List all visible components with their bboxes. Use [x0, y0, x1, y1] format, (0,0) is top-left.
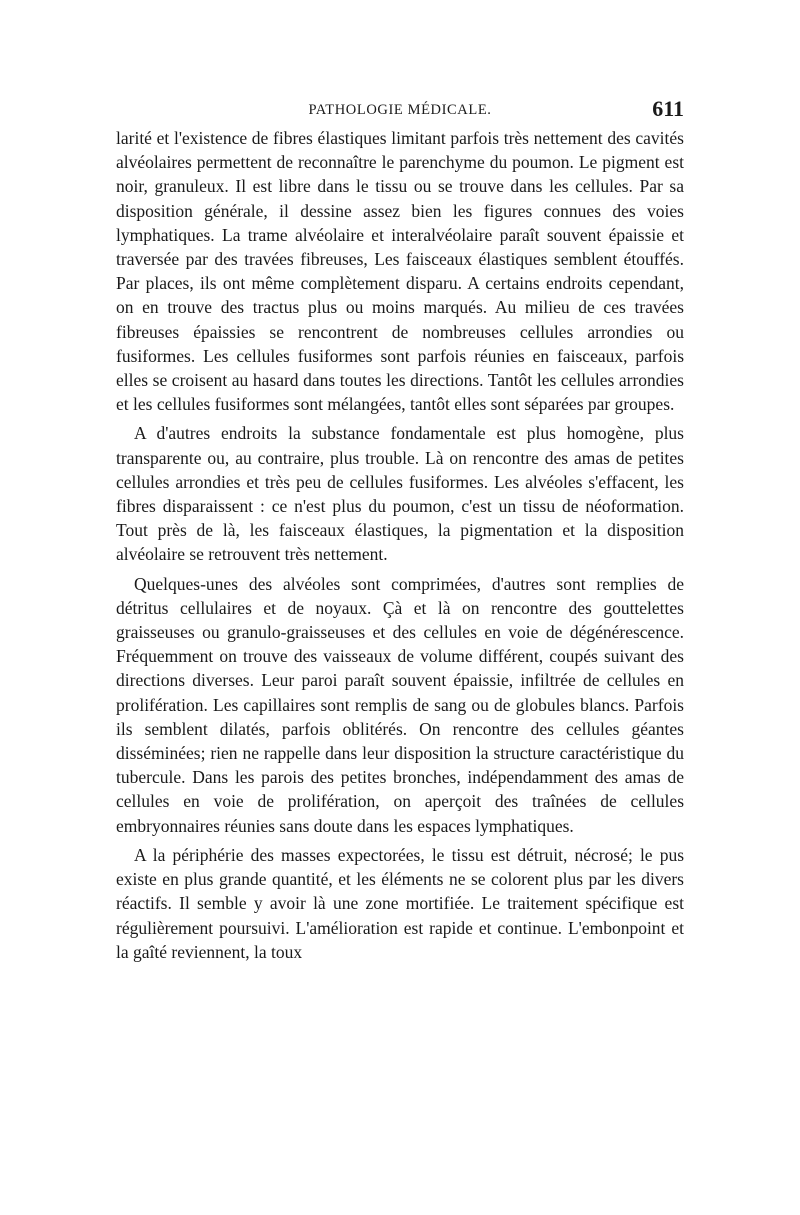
running-title: PATHOLOGIE MÉDICALE.	[308, 102, 492, 118]
body-text	[116, 126, 684, 964]
running-header	[116, 96, 684, 126]
book-page	[116, 96, 684, 964]
paragraph: Quelques-unes des alvéoles sont comprimées, d'autres sont remplies de détritus cellulaires et de noyaux. Çà et là on rencontre des gouttelettes graisseuses ou granulo-graisseuses et des cellules en voie de dégénérescence. Fréquemment on trouve des vaisseaux de volume différent, coupés suivant des directions diverses. Leur paroi paraît souvent épaissie, infiltrée de cellules en prolifération. Les capillaires sont remplis de sang ou de globules blancs. Parfois ils semblent dilatés, parfois oblitérés. On rencontre des cellules géantes disséminées; rien ne rappelle dans leur disposition la structure caractéristique du tubercule. Dans les parois des petites bronches, indépendamment des amas de cellules en voie de prolifération, on aperçoit des traînées de cellules embryonnaires réunies sans doute dans les espaces lymphatiques.	[116, 573, 684, 836]
paragraph: A d'autres endroits la substance fondamentale est plus homogène, plus transparente ou, au contraire, plus trouble. Là on rencontre des amas de petites cellules arrondies et très peu de cellules fusiformes. Les alvéoles s'effacent, les fibres disparaissent : ce n'est plus du poumon, c'est un tissu de néoformation. Tout près de là, les faisceaux élastiques, la pigmentation et la disposition alvéolaire se retrouvent très nettement.	[116, 423, 684, 565]
paragraph: A la périphérie des masses expectorées, le tissu est détruit, nécrosé; le pus existe en plus grande quantité, et les éléments ne se colorent plus par les divers réactifs. Il semble y avoir là une zone mortifiée. Le traitement spécifique est régulièrement poursuivi. L'amélioration est rapide et continue. L'embonpoint et la gaîté reviennent, la toux	[116, 844, 684, 962]
page-number: 611	[652, 96, 684, 121]
paragraph-continued: larité et l'existence de fibres élastiques limitant parfois très nettement des cavités alvéolaires permettent de reconnaître le parenchyme du poumon. Le pigment est noir, granuleux. Il est libre dans le tissu ou se trouve dans les cellules. Par sa disposition générale, il dessine assez bien les figures connues des voies lymphatiques. La trame alvéolaire et interalvéolaire paraît souvent épaissie et traversée par des travées fibreuses, Les faisceaux élastiques semblent étouffés. Par places, ils ont même complètement disparu. A certains endroits cependant, on en trouve des tractus plus ou moins marqués. Au milieu de ces travées fibreuses épaissies se rencontrent de nombreuses cellules arrondies ou fusiformes. Les cellules fusiformes sont parfois réunies en faisceaux, parfois elles se croisent au hasard dans toutes les directions. Tantôt les cellules arrondies et les cellules fusiformes sont mélangées, tantôt elles sont séparées par groupes.	[116, 128, 684, 415]
